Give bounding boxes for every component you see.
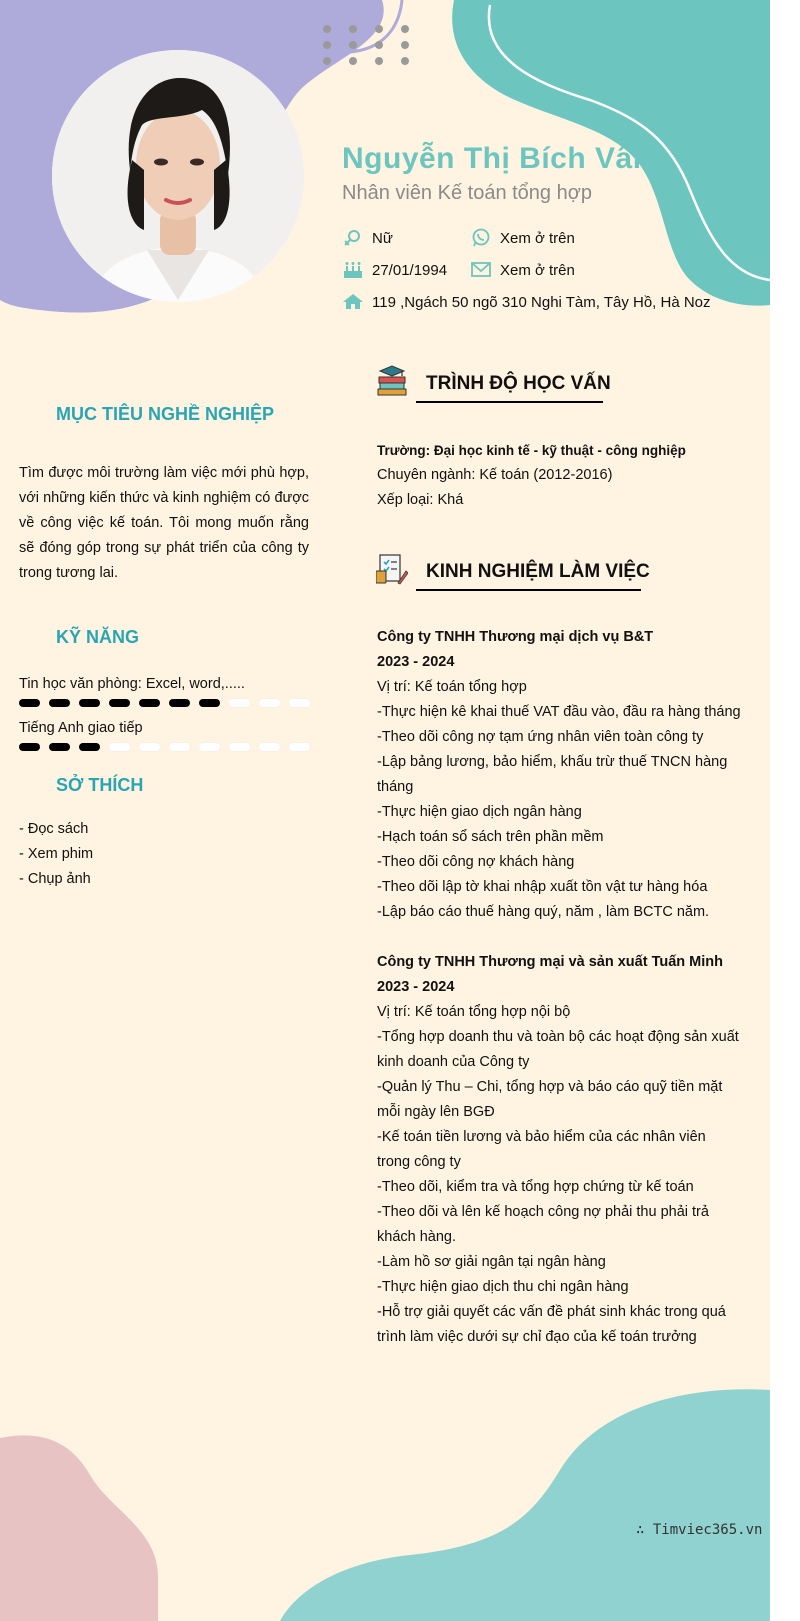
birthday-value: 27/01/1994	[372, 261, 448, 279]
skill-dot-filled	[79, 743, 100, 751]
skill-dot-filled	[109, 699, 130, 707]
skill-dot-empty	[109, 743, 130, 751]
education-heading: TRÌNH ĐỘ HỌC VẤN	[426, 373, 611, 394]
objective-heading: MỤC TIÊU NGHỀ NGHIỆP	[56, 404, 275, 424]
hobbies-heading: SỞ THÍCH	[56, 775, 144, 795]
job-duty: -Thực hiện giao dịch thu chi ngân hàng	[377, 1279, 629, 1295]
job-duty: -Theo dõi lập tờ khai nhập xuất tồn vật tư hàng hóa	[377, 879, 708, 895]
skill-dot-empty	[289, 699, 310, 707]
skill-dot-filled	[49, 699, 70, 707]
job-company: Công ty TNHH Thương mại dịch vụ B&T	[377, 629, 654, 645]
phone-value: Xem ở trên	[500, 229, 575, 247]
address-info	[342, 292, 711, 312]
job-duty: -Kế toán tiền lương và bảo hiểm của các nhân viên trong công ty	[377, 1129, 706, 1170]
candidate-job-title: Nhân viên Kế toán tổng hợp	[342, 182, 592, 204]
job-duty: -Lập báo cáo thuế hàng quý, năm , làm BCTC năm.	[377, 904, 710, 920]
experience-job	[377, 625, 742, 925]
job-position: Vị trí: Kế toán tổng hợp	[377, 679, 527, 695]
skill-dot-filled	[169, 699, 190, 707]
skill-dot-empty	[199, 743, 220, 751]
job-duty: -Thực hiện giao dịch ngân hàng	[377, 804, 582, 820]
job-duty: -Theo dõi, kiểm tra và tổng hợp chứng từ kế toán	[377, 1179, 694, 1195]
skill-dot-filled	[199, 699, 220, 707]
job-duty: -Lập bảng lương, bảo hiểm, khấu trừ thuế TNCN hàng tháng	[377, 754, 728, 795]
envelope-icon	[470, 260, 492, 280]
skill-dot-empty	[259, 699, 280, 707]
skill-dot-filled	[19, 699, 40, 707]
education-heading-underline	[416, 401, 603, 403]
skill-dot-empty	[229, 743, 250, 751]
skill-label: Tin học văn phòng: Excel, word,.....	[19, 676, 245, 692]
home-icon	[342, 292, 364, 312]
skill-dot-empty	[259, 743, 280, 751]
job-duty: -Theo dõi và lên kế hoạch công nợ phải thu phải trả khách hàng.	[377, 1204, 709, 1245]
phone-icon	[470, 228, 492, 248]
skill-dot-empty	[229, 699, 250, 707]
skill-label: Tiếng Anh giao tiếp	[19, 720, 143, 736]
email-value: Xem ở trên	[500, 261, 575, 279]
pink-blob-bottom-left-decoration	[0, 1430, 170, 1621]
hobby-item: - Chụp ảnh	[19, 871, 91, 887]
email-info	[470, 260, 575, 280]
job-duty: -Theo dõi công nợ tạm ứng nhân viên toàn công ty	[377, 729, 704, 745]
job-duty: -Theo dõi công nợ khách hàng	[377, 854, 575, 870]
education-details	[377, 438, 742, 513]
hobby-item: - Xem phim	[19, 846, 94, 862]
job-duty: -Hỗ trợ giải quyết các vấn đề phát sinh khác trong quá trình làm việc dưới sự chỉ đạo của kế toán trưởng	[377, 1304, 726, 1345]
job-company: Công ty TNHH Thương mại và sản xuất Tuấn Minh	[377, 954, 723, 970]
job-duty: -Quản lý Thu – Chi, tổng hợp và báo cáo quỹ tiền mặt mỗi ngày lên BGĐ	[377, 1079, 723, 1120]
birthday-cake-icon	[342, 260, 364, 280]
job-period: 2023 - 2024	[377, 654, 455, 670]
birthday-info	[342, 260, 447, 280]
gender-info	[342, 228, 393, 248]
skill-dot-filled	[49, 743, 70, 751]
education-major: Chuyên ngành: Kế toán (2012-2016)	[377, 467, 613, 483]
skill-dot-empty	[289, 743, 310, 751]
job-duty: -Tổng hợp doanh thu và toàn bộ các hoạt động sản xuất kinh doanh của Công ty	[377, 1029, 739, 1070]
hobby-item: - Đọc sách	[19, 821, 89, 837]
address-value: 119 ,Ngách 50 ngõ 310 Nghi Tàm, Tây Hồ, Hà Noz	[372, 293, 711, 311]
objective-text: Tìm được môi trường làm việc mới phù hợp, với những kiến thức và kinh nghiệm có được về công việc kế toán. Tôi mong muốn rằng sẽ đóng góp trong sự phát triển của công ty trong tương lai.	[19, 465, 309, 581]
profile-photo	[52, 50, 304, 302]
dot-grid-decoration	[318, 22, 413, 70]
experience-heading-underline	[416, 589, 641, 591]
brand-watermark: ∴ Timviec365.vn	[636, 1522, 763, 1538]
education-school: Trường: Đại học kinh tế - kỹ thuật - công nghiệp	[377, 443, 686, 458]
gender-value: Nữ	[372, 229, 393, 247]
graduation-books-icon	[376, 365, 408, 397]
skill-level-bar	[19, 699, 310, 707]
skill-level-bar	[19, 743, 310, 751]
experience-heading: KINH NGHIỆM LÀM VIỆC	[426, 561, 650, 582]
job-duty: -Hạch toán sổ sách trên phần mềm	[377, 829, 604, 845]
work-checklist-icon	[376, 553, 408, 585]
job-period: 2023 - 2024	[377, 979, 455, 995]
phone-info	[470, 228, 575, 248]
education-grade: Xếp loại: Khá	[377, 492, 464, 508]
skill-dot-filled	[139, 699, 160, 707]
job-duty: -Làm hồ sơ giải ngân tại ngân hàng	[377, 1254, 606, 1270]
skill-dot-empty	[139, 743, 160, 751]
skills-heading: KỸ NĂNG	[56, 627, 140, 647]
skill-dot-filled	[79, 699, 100, 707]
candidate-name: Nguyễn Thị Bích Vân	[342, 142, 652, 175]
experience-job	[377, 950, 742, 1350]
job-position: Vị trí: Kế toán tổng hợp nội bộ	[377, 1004, 571, 1020]
hobbies-list	[19, 817, 93, 892]
gender-icon	[342, 228, 364, 248]
skill-dot-empty	[169, 743, 190, 751]
skill-dot-filled	[19, 743, 40, 751]
teal-blob-bottom-right-decoration	[270, 1385, 770, 1621]
job-duty: -Thực hiện kê khai thuế VAT đầu vào, đầu ra hàng tháng	[377, 704, 741, 720]
